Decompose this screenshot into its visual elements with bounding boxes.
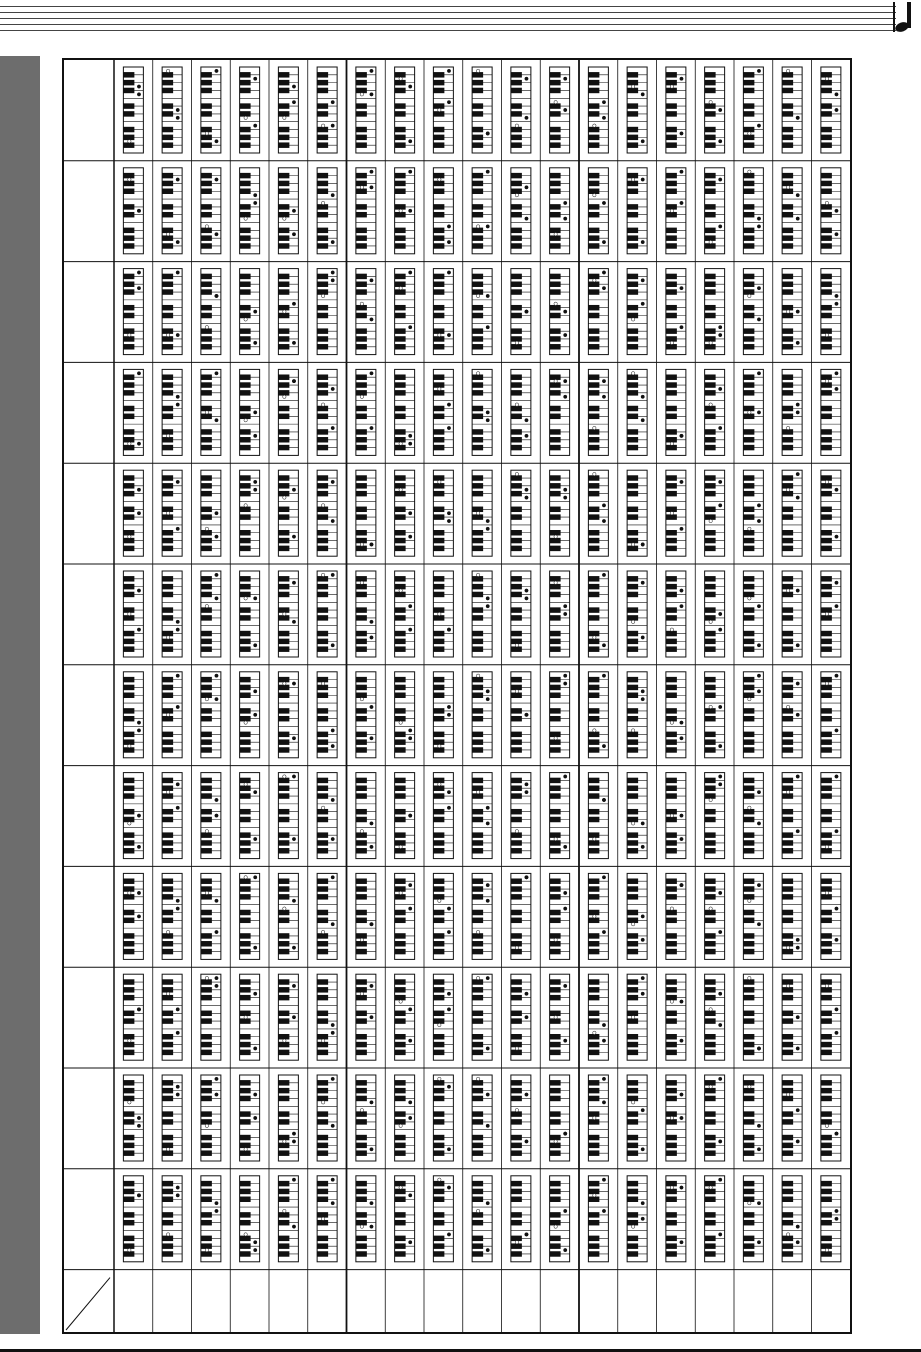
keyboard-diagram-icon [627, 974, 647, 1060]
keyboard-diagram-icon [627, 1176, 647, 1262]
keyboard-diagram-icon [627, 470, 647, 556]
keyboard-diagram-icon [240, 269, 260, 355]
keyboard-diagram-icon [821, 873, 841, 959]
keyboard-diagram-icon [395, 269, 415, 355]
keyboard-diagram-icon [395, 369, 415, 455]
keyboard-diagram-icon [201, 873, 221, 959]
keyboard-diagram-icon [395, 773, 415, 859]
keyboard-diagram-icon [278, 168, 298, 254]
keyboard-diagram-icon [162, 773, 182, 859]
keyboard-diagram-icon [317, 873, 337, 959]
keyboard-diagram-icon [782, 269, 802, 355]
keyboard-diagram-icon [201, 168, 221, 254]
keyboard-diagram-icon [240, 773, 260, 859]
keyboard-diagram-icon [782, 773, 802, 859]
keyboard-diagram-icon [240, 369, 260, 455]
keyboard-diagram-icon [782, 873, 802, 959]
keyboard-diagram-icon [821, 773, 841, 859]
keyboard-diagram-icon [433, 269, 453, 355]
keyboard-diagram-icon [550, 1075, 570, 1161]
keyboard-diagram-icon [627, 269, 647, 355]
keyboard-diagram-icon [240, 168, 260, 254]
keyboard-diagram-icon [588, 672, 608, 758]
keyboard-diagram-icon [433, 168, 453, 254]
keyboard-diagram-icon [666, 369, 686, 455]
chord-chart-grid [64, 60, 850, 1332]
keyboard-diagram-icon [162, 369, 182, 455]
keyboard-diagram-icon [550, 873, 570, 959]
keyboard-diagram-icon [317, 1176, 337, 1262]
keyboard-diagram-icon [511, 470, 531, 556]
keyboard-diagram-icon [472, 672, 492, 758]
keyboard-diagram-icon [433, 571, 453, 657]
keyboard-diagram-icon [278, 974, 298, 1060]
keyboard-diagram-icon [317, 470, 337, 556]
keyboard-diagram-icon [705, 1075, 725, 1161]
keyboard-diagram-icon [705, 470, 725, 556]
keyboard-diagram-icon [666, 470, 686, 556]
keyboard-diagram-icon [240, 571, 260, 657]
keyboard-diagram-icon [782, 1176, 802, 1262]
keyboard-diagram-icon [123, 672, 143, 758]
music-note-icon [893, 2, 915, 32]
keyboard-diagram-icon [433, 67, 453, 153]
keyboard-diagram-icon [395, 470, 415, 556]
keyboard-diagram-icon [162, 1075, 182, 1161]
keyboard-diagram-icon [666, 1075, 686, 1161]
keyboard-diagram-icon [356, 269, 376, 355]
keyboard-diagram-icon [433, 470, 453, 556]
keyboard-diagram-icon [395, 67, 415, 153]
keyboard-diagram-icon [511, 1176, 531, 1262]
keyboard-diagram-icon [782, 67, 802, 153]
keyboard-diagram-icon [356, 974, 376, 1060]
keyboard-diagram-icon [782, 369, 802, 455]
keyboard-diagram-icon [588, 67, 608, 153]
keyboard-diagram-icon [433, 974, 453, 1060]
keyboard-diagram-icon [162, 168, 182, 254]
keyboard-diagram-icon [472, 168, 492, 254]
keyboard-diagram-icon [356, 1075, 376, 1161]
keyboard-diagram-icon [123, 873, 143, 959]
keyboard-diagram-icon [666, 67, 686, 153]
keyboard-diagram-icon [201, 773, 221, 859]
keyboard-diagram-icon [511, 369, 531, 455]
keyboard-diagram-icon [550, 369, 570, 455]
keyboard-diagram-icon [278, 470, 298, 556]
keyboard-diagram-icon [705, 873, 725, 959]
keyboard-diagram-icon [627, 67, 647, 153]
keyboard-diagram-icon [317, 1075, 337, 1161]
keyboard-diagram-icon [705, 67, 725, 153]
keyboard-diagram-icon [201, 269, 221, 355]
keyboard-diagram-icon [356, 773, 376, 859]
keyboard-diagram-icon [666, 773, 686, 859]
keyboard-diagram-icon [588, 168, 608, 254]
keyboard-diagram-icon [433, 672, 453, 758]
keyboard-diagram-icon [821, 369, 841, 455]
keyboard-diagram-icon [317, 672, 337, 758]
keyboard-diagram-icon [550, 269, 570, 355]
keyboard-diagram-icon [472, 67, 492, 153]
keyboard-diagram-icon [666, 571, 686, 657]
keyboard-diagram-icon [743, 168, 763, 254]
keyboard-diagram-icon [588, 369, 608, 455]
keyboard-diagram-icon [356, 168, 376, 254]
keyboard-diagram-icon [511, 571, 531, 657]
keyboard-diagram-icon [317, 269, 337, 355]
keyboard-diagram-icon [317, 67, 337, 153]
keyboard-diagram-icon [666, 873, 686, 959]
keyboard-diagram-icon [162, 571, 182, 657]
keyboard-diagram-icon [278, 672, 298, 758]
keyboard-diagram-icon [588, 974, 608, 1060]
keyboard-diagram-icon [550, 773, 570, 859]
keyboard-diagram-icon [821, 672, 841, 758]
keyboard-diagram-icon [511, 168, 531, 254]
keyboard-diagram-icon [240, 1075, 260, 1161]
keyboard-diagram-icon [588, 873, 608, 959]
keyboard-diagram-icon [433, 1176, 453, 1262]
keyboard-diagram-icon [743, 571, 763, 657]
keyboard-diagram-icon [201, 571, 221, 657]
keyboard-diagram-icon [433, 369, 453, 455]
keyboard-diagram-icon [123, 571, 143, 657]
keyboard-diagram-icon [278, 873, 298, 959]
keyboard-diagram-icon [356, 67, 376, 153]
keyboard-diagram-icon [356, 672, 376, 758]
keyboard-diagram-icon [201, 1075, 221, 1161]
keyboard-diagram-icon [550, 571, 570, 657]
keyboard-diagram-icon [705, 974, 725, 1060]
keyboard-diagram-icon [743, 974, 763, 1060]
keyboard-diagram-icon [201, 672, 221, 758]
keyboard-diagram-icon [821, 1176, 841, 1262]
keyboard-diagram-icon [550, 67, 570, 153]
keyboard-diagram-icon [821, 470, 841, 556]
keyboard-diagram-icon [317, 571, 337, 657]
keyboard-diagram-icon [433, 873, 453, 959]
keyboard-diagram-icon [201, 974, 221, 1060]
keyboard-diagram-icon [743, 1176, 763, 1262]
keyboard-diagram-icon [240, 672, 260, 758]
keyboard-diagram-icon [201, 1176, 221, 1262]
keyboard-diagram-icon [511, 269, 531, 355]
keyboard-diagram-icon [743, 773, 763, 859]
keyboard-diagram-icon [666, 1176, 686, 1262]
keyboard-diagram-icon [821, 571, 841, 657]
keyboard-diagram-icon [550, 974, 570, 1060]
keyboard-diagram-icon [472, 1176, 492, 1262]
keyboard-diagram-icon [317, 773, 337, 859]
keyboard-diagram-icon [395, 1176, 415, 1262]
keyboard-diagram-icon [821, 269, 841, 355]
keyboard-diagram-icon [240, 470, 260, 556]
keyboard-diagram-icon [162, 67, 182, 153]
keyboard-diagram-icon [123, 773, 143, 859]
keyboard-diagram-icon [278, 571, 298, 657]
keyboard-diagram-icon [356, 873, 376, 959]
keyboard-diagram-icon [782, 672, 802, 758]
keyboard-diagram-icon [666, 672, 686, 758]
keyboard-diagram-icon [743, 67, 763, 153]
keyboard-diagram-icon [278, 269, 298, 355]
keyboard-diagram-icon [395, 873, 415, 959]
keyboard-diagram-icon [395, 974, 415, 1060]
keyboard-diagram-icon [472, 1075, 492, 1161]
keyboard-diagram-icon [627, 1075, 647, 1161]
keyboard-diagram-icon [201, 67, 221, 153]
keyboard-diagram-icon [472, 873, 492, 959]
keyboard-diagram-icon [588, 1075, 608, 1161]
keyboard-diagram-icon [743, 873, 763, 959]
keyboard-diagram-icon [356, 369, 376, 455]
keyboard-diagram-icon [395, 168, 415, 254]
keyboard-diagram-icon [705, 571, 725, 657]
keyboard-diagram-icon [511, 67, 531, 153]
keyboard-diagram-icon [240, 873, 260, 959]
keyboard-diagram-icon [743, 470, 763, 556]
keyboard-diagram-icon [472, 571, 492, 657]
keyboard-diagram-icon [666, 269, 686, 355]
keyboard-diagram-icon [627, 672, 647, 758]
chord-chart-table [62, 58, 852, 1334]
keyboard-diagram-icon [821, 1075, 841, 1161]
keyboard-diagram-icon [472, 470, 492, 556]
keyboard-diagram-icon [588, 1176, 608, 1262]
keyboard-diagram-icon [433, 773, 453, 859]
keyboard-diagram-icon [356, 571, 376, 657]
keyboard-diagram-icon [666, 974, 686, 1060]
keyboard-diagram-icon [123, 470, 143, 556]
keyboard-diagram-icon [782, 168, 802, 254]
keyboard-diagram-icon [705, 369, 725, 455]
keyboard-diagram-icon [705, 269, 725, 355]
keyboard-diagram-icon [356, 1176, 376, 1262]
keyboard-diagram-icon [162, 672, 182, 758]
keyboard-diagram-icon [627, 873, 647, 959]
keyboard-diagram-icon [743, 269, 763, 355]
keyboard-diagram-icon [511, 1075, 531, 1161]
keyboard-diagram-icon [356, 470, 376, 556]
keyboard-diagram-icon [705, 672, 725, 758]
keyboard-diagram-icon [162, 873, 182, 959]
chapter-side-band [0, 56, 40, 1334]
keyboard-diagram-icon [317, 974, 337, 1060]
keyboard-diagram-icon [627, 369, 647, 455]
keyboard-diagram-icon [550, 672, 570, 758]
keyboard-diagram-icon [705, 168, 725, 254]
keyboard-diagram-icon [278, 369, 298, 455]
keyboard-diagram-icon [666, 168, 686, 254]
keyboard-diagram-icon [317, 168, 337, 254]
keyboard-diagram-icon [705, 773, 725, 859]
keyboard-diagram-icon [821, 168, 841, 254]
keyboard-diagram-icon [550, 470, 570, 556]
keyboard-diagram-icon [201, 369, 221, 455]
keyboard-diagram-icon [123, 1075, 143, 1161]
keyboard-diagram-icon [627, 571, 647, 657]
music-staff-header [0, 4, 896, 32]
keyboard-diagram-icon [278, 1176, 298, 1262]
keyboard-diagram-icon [705, 1176, 725, 1262]
keyboard-diagram-icon [240, 974, 260, 1060]
keyboard-diagram-icon [123, 67, 143, 153]
keyboard-diagram-icon [472, 369, 492, 455]
keyboard-diagram-icon [123, 269, 143, 355]
keyboard-diagram-icon [821, 67, 841, 153]
keyboard-diagram-icon [395, 571, 415, 657]
keyboard-diagram-icon [743, 1075, 763, 1161]
keyboard-diagram-icon [317, 369, 337, 455]
keyboard-diagram-icon [278, 1075, 298, 1161]
keyboard-diagram-icon [162, 1176, 182, 1262]
keyboard-diagram-icon [511, 672, 531, 758]
keyboard-diagram-icon [743, 672, 763, 758]
keyboard-diagram-icon [588, 470, 608, 556]
keyboard-diagram-icon [743, 369, 763, 455]
keyboard-diagram-icon [550, 168, 570, 254]
keyboard-diagram-icon [162, 470, 182, 556]
keyboard-diagram-icon [123, 1176, 143, 1262]
keyboard-diagram-icon [511, 974, 531, 1060]
keyboard-diagram-icon [550, 1176, 570, 1262]
keyboard-diagram-icon [472, 974, 492, 1060]
keyboard-diagram-icon [123, 369, 143, 455]
keyboard-diagram-icon [123, 974, 143, 1060]
keyboard-diagram-icon [588, 773, 608, 859]
keyboard-diagram-icon [588, 269, 608, 355]
keyboard-diagram-icon [472, 773, 492, 859]
keyboard-diagram-icon [278, 67, 298, 153]
keyboard-diagram-icon [201, 470, 221, 556]
keyboard-diagram-icon [782, 974, 802, 1060]
keyboard-diagram-icon [123, 168, 143, 254]
keyboard-diagram-icon [627, 168, 647, 254]
keyboard-diagram-icon [472, 269, 492, 355]
keyboard-diagram-icon [395, 672, 415, 758]
diagonal-split-cell-icon [66, 1278, 110, 1330]
keyboard-diagram-icon [511, 873, 531, 959]
keyboard-diagram-icon [395, 1075, 415, 1161]
keyboard-diagram-icon [162, 974, 182, 1060]
keyboard-diagram-icon [782, 470, 802, 556]
keyboard-diagram-icon [240, 67, 260, 153]
keyboard-diagram-icon [588, 571, 608, 657]
keyboard-diagram-icon [433, 1075, 453, 1161]
keyboard-diagram-icon [278, 773, 298, 859]
keyboard-diagram-icon [782, 1075, 802, 1161]
keyboard-diagram-icon [782, 571, 802, 657]
keyboard-diagram-icon [162, 269, 182, 355]
keyboard-diagram-icon [511, 773, 531, 859]
keyboard-diagram-icon [240, 1176, 260, 1262]
keyboard-diagram-icon [821, 974, 841, 1060]
keyboard-diagram-icon [627, 773, 647, 859]
